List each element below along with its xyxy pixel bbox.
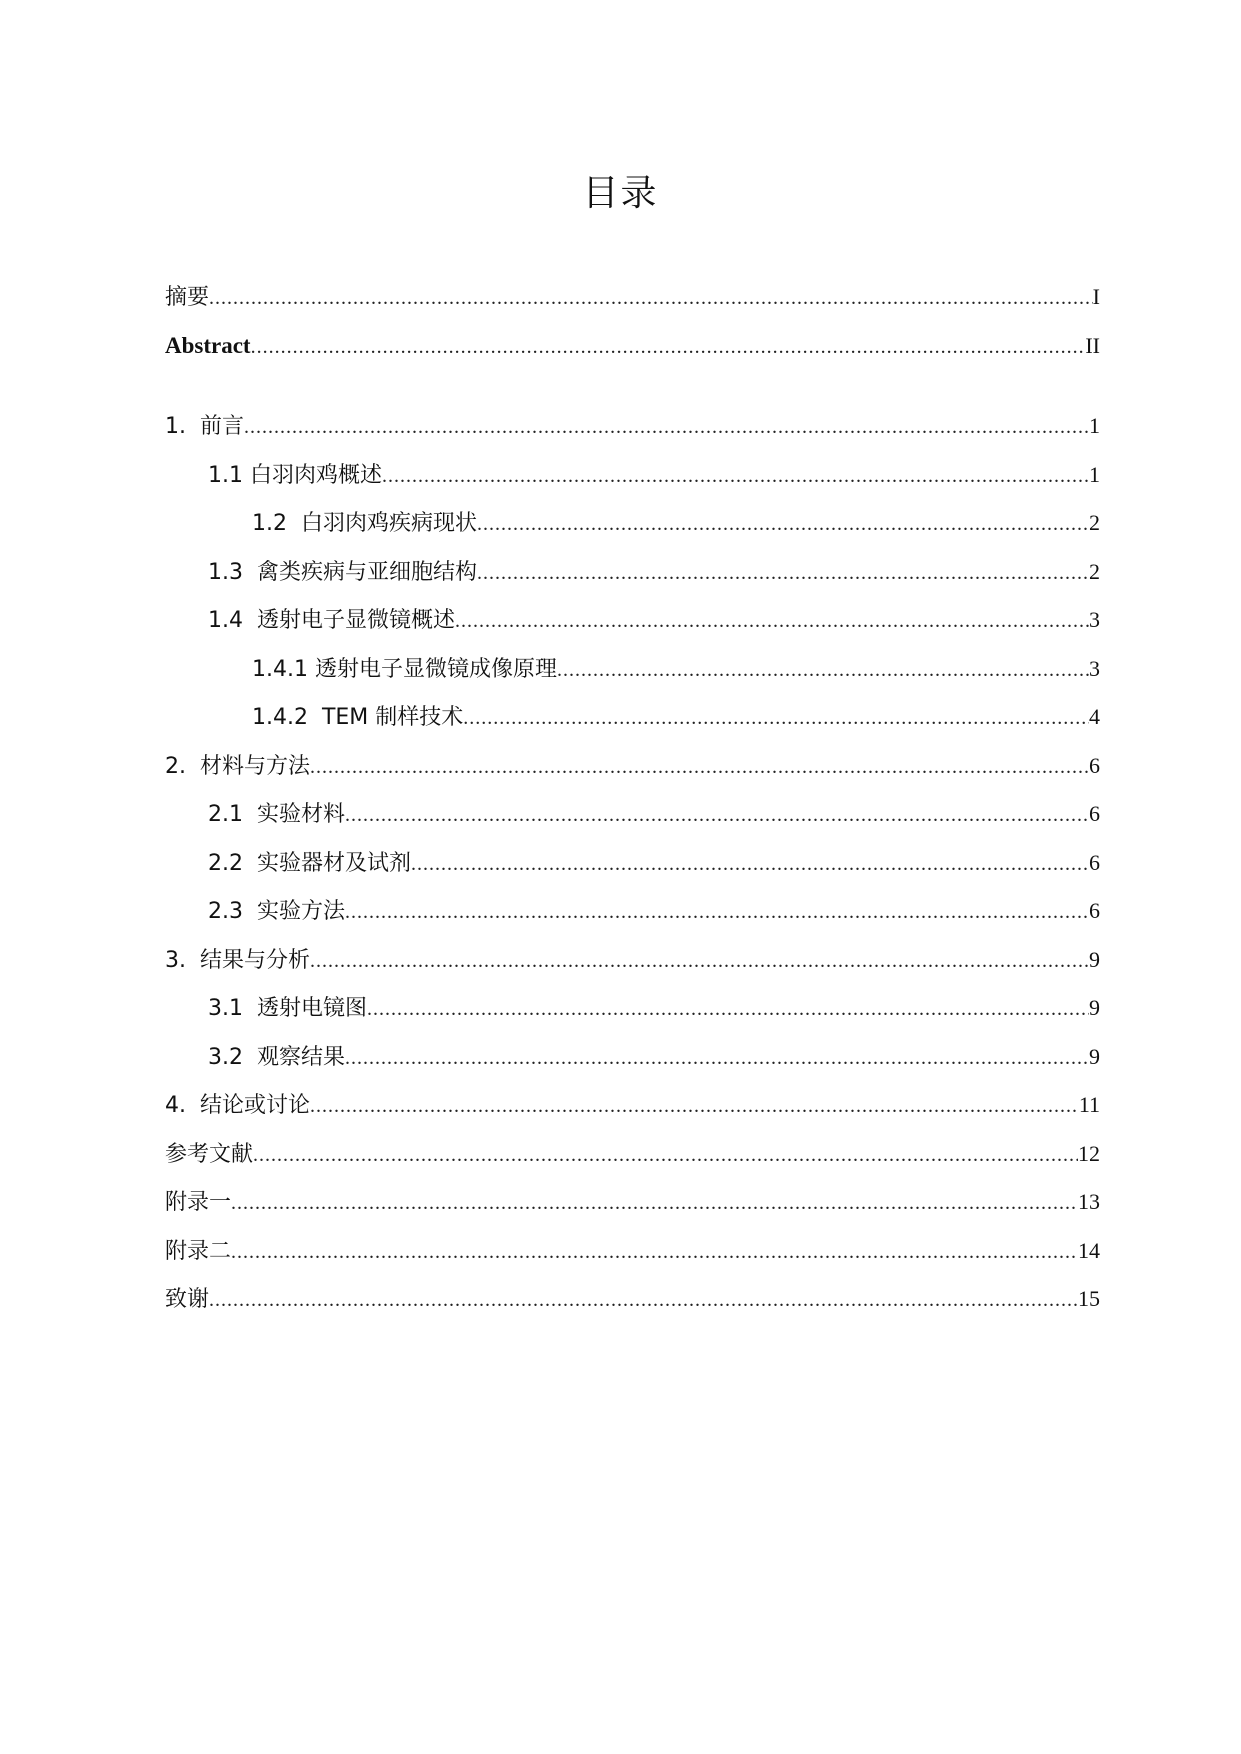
toc-entry-1-1[interactable] — [165, 460, 1100, 509]
toc-entry-title: 2.2 实验器材及试剂 — [208, 850, 411, 876]
toc-entry-title: 1.4 透射电子显微镜概述 — [208, 608, 455, 633]
toc-entry-1-3[interactable] — [165, 557, 1100, 606]
toc-entry-abstract-cn[interactable] — [165, 282, 1100, 331]
toc-entry-4[interactable] — [165, 1090, 1100, 1139]
dot-leader — [411, 849, 1089, 879]
toc-entry-title: 2. 材料与方法 — [165, 753, 310, 779]
dot-leader — [244, 412, 1089, 442]
toc-entry-1-2[interactable] — [165, 508, 1100, 557]
dot-leader — [231, 1188, 1078, 1218]
toc-page-number: 9 — [1089, 1043, 1100, 1069]
toc-entry-title: 3. 结果与分析 — [165, 947, 310, 973]
page-title: 目录 — [582, 173, 659, 214]
dot-leader — [382, 461, 1089, 491]
toc-page-number: 6 — [1089, 801, 1100, 826]
toc-page-number: 12 — [1078, 1140, 1100, 1166]
toc-page-number: 1 — [1089, 461, 1100, 487]
dot-leader — [345, 800, 1089, 830]
dot-leader — [310, 1091, 1079, 1121]
toc-entry-2-2[interactable] — [165, 848, 1100, 897]
toc-page-number: 6 — [1089, 752, 1100, 778]
toc-entry-title: 1.1 白羽肉鸡概述 — [208, 462, 382, 488]
dot-leader — [367, 994, 1089, 1024]
toc-page-number: 4 — [1089, 704, 1100, 729]
toc-entry-abstract-en[interactable] — [165, 331, 1100, 380]
toc-entry-3-1[interactable] — [165, 993, 1100, 1042]
toc-entry-references[interactable] — [165, 1139, 1100, 1188]
toc-entry-2-1[interactable] — [165, 799, 1100, 848]
dot-leader — [209, 1285, 1078, 1315]
table-of-contents — [165, 282, 1100, 1333]
toc-page-number: 2 — [1089, 558, 1100, 584]
toc-entry-title: 3.1 透射电镜图 — [208, 996, 367, 1021]
toc-entry-1-4-2[interactable] — [165, 702, 1100, 751]
dot-leader — [310, 946, 1089, 976]
dot-leader — [463, 703, 1089, 733]
dot-leader — [557, 655, 1089, 685]
toc-entry-title: Abstract — [165, 332, 251, 358]
toc-entry-title: 1.4.2 TEM 制样技术 — [252, 705, 464, 730]
toc-page-number: 6 — [1089, 849, 1100, 875]
toc-entry-2-3[interactable] — [165, 896, 1100, 945]
dot-leader — [209, 283, 1093, 313]
dot-leader — [477, 509, 1089, 539]
toc-page-number: 9 — [1089, 995, 1100, 1020]
toc-entry-acknowledgements[interactable] — [165, 1284, 1100, 1333]
dot-leader — [345, 1043, 1089, 1073]
toc-entry-title: 致谢 — [165, 1287, 210, 1312]
toc-entry-1-4[interactable] — [165, 605, 1100, 654]
dot-leader — [345, 897, 1089, 927]
toc-page-number: 3 — [1089, 607, 1100, 632]
toc-entry-title: 4. 结论或讨论 — [165, 1093, 310, 1118]
toc-page-number: 3 — [1089, 655, 1100, 681]
toc-page-number: 15 — [1078, 1286, 1100, 1311]
toc-entry-3[interactable] — [165, 945, 1100, 994]
dot-leader — [477, 558, 1089, 588]
toc-page-number: 9 — [1089, 946, 1100, 972]
toc-entry-2[interactable] — [165, 751, 1100, 800]
toc-entry-title: 2.1 实验材料 — [208, 802, 345, 827]
dot-leader — [231, 1237, 1078, 1267]
toc-entry-title: 1.2 白羽肉鸡疾病现状 — [252, 511, 477, 536]
toc-page-number: 11 — [1078, 1092, 1100, 1117]
toc-entry-1[interactable] — [165, 411, 1100, 460]
toc-entry-title: 1.4.1 透射电子显微镜成像原理 — [252, 656, 557, 682]
toc-entry-title: 附录一 — [165, 1190, 232, 1215]
toc-entry-title: 3.2 观察结果 — [208, 1044, 345, 1070]
toc-entry-title: 1.3 禽类疾病与亚细胞结构 — [208, 559, 477, 585]
dot-leader — [251, 332, 1086, 362]
dot-leader — [310, 752, 1089, 782]
toc-entry-title: 附录二 — [165, 1238, 232, 1264]
toc-entry-title: 摘要 — [165, 285, 210, 310]
toc-entry-title: 2.3 实验方法 — [208, 899, 345, 924]
toc-entry-3-2[interactable] — [165, 1042, 1100, 1091]
toc-entry-1-4-1[interactable] — [165, 654, 1100, 703]
toc-page-number: II — [1085, 332, 1100, 358]
toc-entry-appendix-1[interactable] — [165, 1187, 1100, 1236]
toc-page-number: 2 — [1089, 510, 1100, 535]
toc-page-number: 6 — [1089, 898, 1100, 923]
toc-page-number: I — [1092, 284, 1100, 309]
toc-entry-appendix-2[interactable] — [165, 1236, 1100, 1285]
toc-page-number: 14 — [1078, 1237, 1100, 1263]
toc-page-number: 1 — [1089, 413, 1100, 438]
toc-page-number: 13 — [1078, 1189, 1100, 1214]
dot-leader — [455, 606, 1089, 636]
toc-entry-title: 参考文献 — [165, 1141, 254, 1167]
dot-leader — [253, 1140, 1078, 1170]
toc-entry-title: 1. 前言 — [165, 414, 244, 439]
